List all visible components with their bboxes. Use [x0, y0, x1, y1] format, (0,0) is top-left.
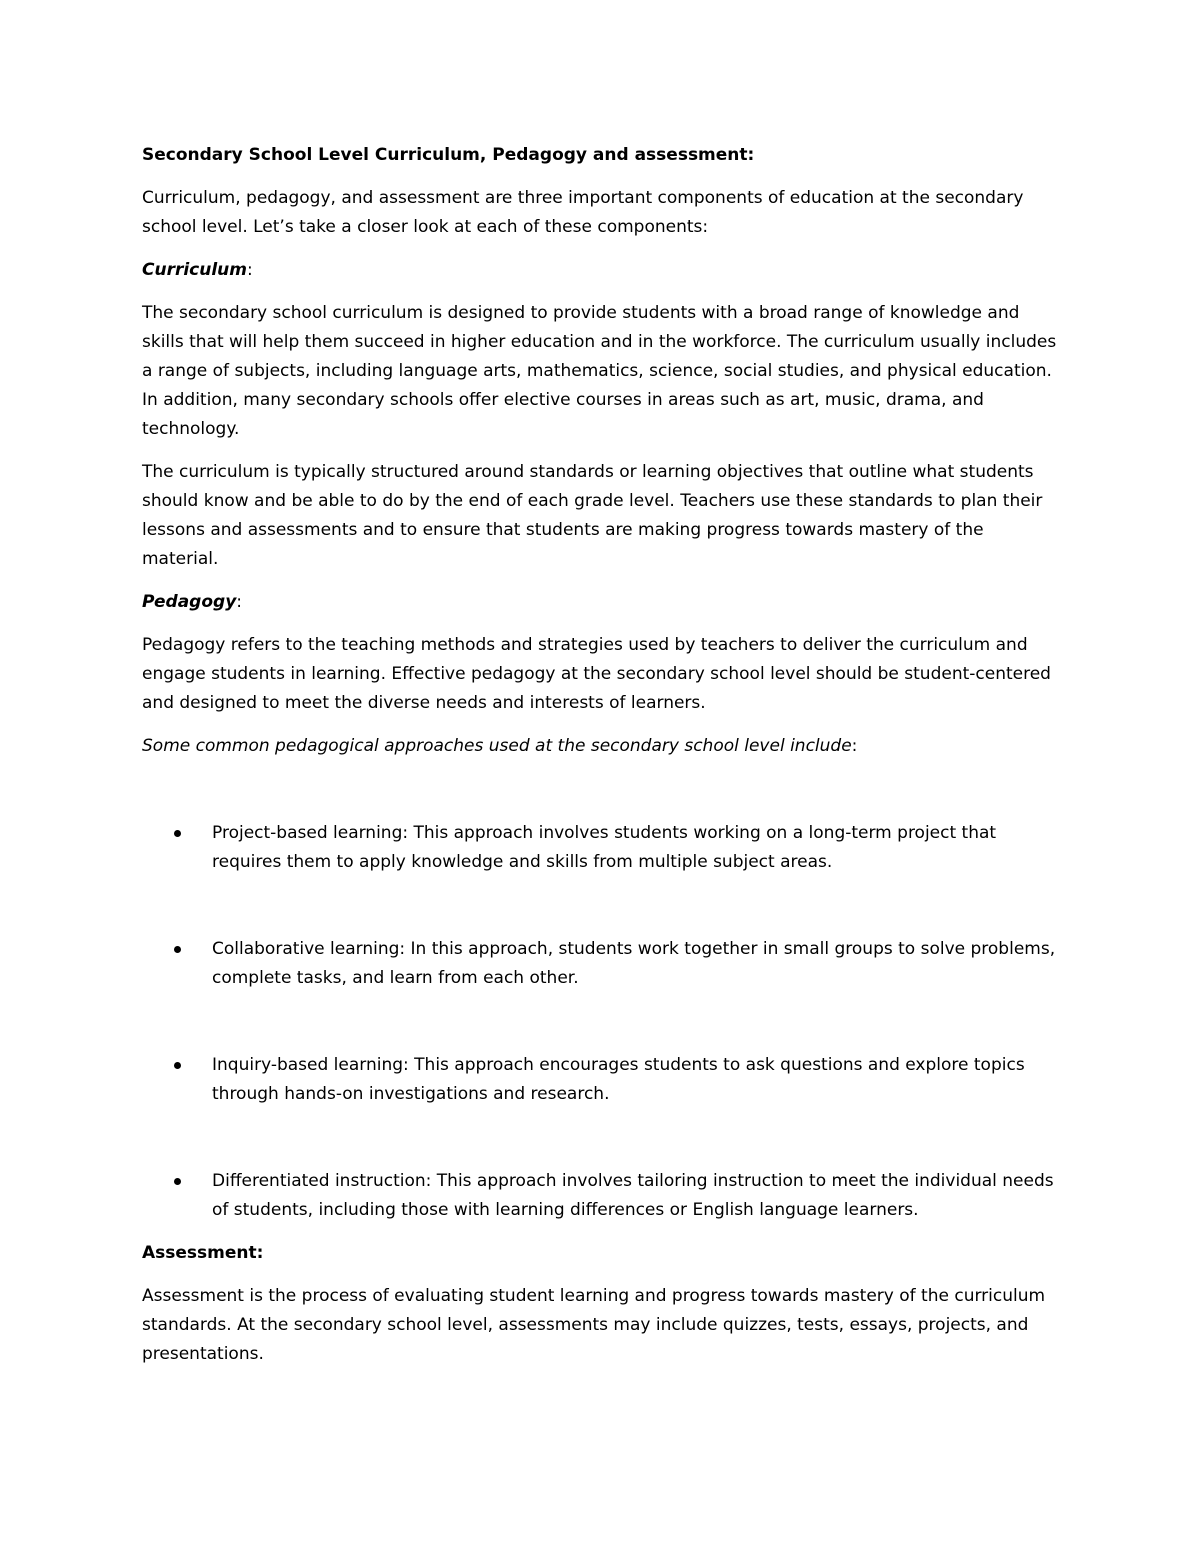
approach-inquiry-based: Inquiry-based learning: This approach encourages students to ask questions and explore topics through hands-on investigations and research. [212, 1055, 1025, 1104]
approaches-intro-colon: : [851, 736, 858, 756]
curriculum-paragraph-1: The secondary school curriculum is designed to provide students with a broad range of knowledge and skills that will help them succeed in higher education and in the workforce. The curriculum usually includes a range of subjects, including language arts, mathematics, science, social studies, and physical education. In addition, many secondary schools offer elective courses in areas such as art, music, drama, and technology. [142, 303, 1057, 439]
intro-paragraph: Curriculum, pedagogy, and assessment are three important components of education at the secondary school level. Let’s take a closer look at each of these components: [142, 188, 1024, 237]
approach-differentiated: Differentiated instruction: This approach involves tailoring instruction to meet the individual needs of students, including those with learning differences or English language learners. [212, 1171, 1054, 1220]
approach-project-based: Project-based learning: This approach involves students working on a long-term project that requires them to apply knowledge and skills from multiple subject areas. [212, 823, 997, 872]
approach-collaborative: Collaborative learning: In this approach, students work together in small groups to solve problems, complete tasks, and learn from each other. [212, 939, 1056, 988]
bullet-icon [174, 946, 181, 953]
approaches-intro [142, 732, 1062, 761]
pedagogy-heading-text: Pedagogy [142, 592, 237, 612]
document-body [142, 141, 1062, 1383]
curriculum-heading-text: Curriculum [142, 260, 247, 280]
curriculum-heading [142, 256, 1062, 285]
list-item [142, 819, 1062, 877]
document-title: Secondary School Level Curriculum, Pedagogy and assessment: [142, 145, 755, 165]
curriculum-heading-colon: : [247, 260, 253, 280]
bullet-icon [174, 830, 181, 837]
list-item [142, 935, 1062, 993]
curriculum-paragraph-2: The curriculum is typically structured around standards or learning objectives that outline what students should know and be able to do by the end of each grade level. Teachers use these standards to plan their lessons and assessments and to ensure that students are making progress towards mastery of the material. [142, 462, 1043, 569]
approaches-list [142, 819, 1062, 1225]
list-item [142, 1051, 1062, 1109]
assessment-heading: Assessment: [142, 1243, 264, 1263]
bullet-icon [174, 1062, 181, 1069]
pedagogy-heading-colon: : [236, 592, 243, 612]
pedagogy-paragraph: Pedagogy refers to the teaching methods and strategies used by teachers to deliver the curriculum and engage students in learning. Effective pedagogy at the secondary school level should be student-centered and designed to meet the diverse needs and interests of learners. [142, 635, 1051, 713]
assessment-paragraph: Assessment is the process of evaluating student learning and progress towards mastery of the curriculum standards. At the secondary school level, assessments may include quizzes, tests, essays, projects, and presentations. [142, 1286, 1046, 1364]
list-item [142, 1167, 1062, 1225]
approaches-intro-text: Some common pedagogical approaches used at the secondary school level include [142, 736, 852, 756]
bullet-icon [174, 1178, 181, 1185]
pedagogy-heading [142, 588, 1062, 617]
